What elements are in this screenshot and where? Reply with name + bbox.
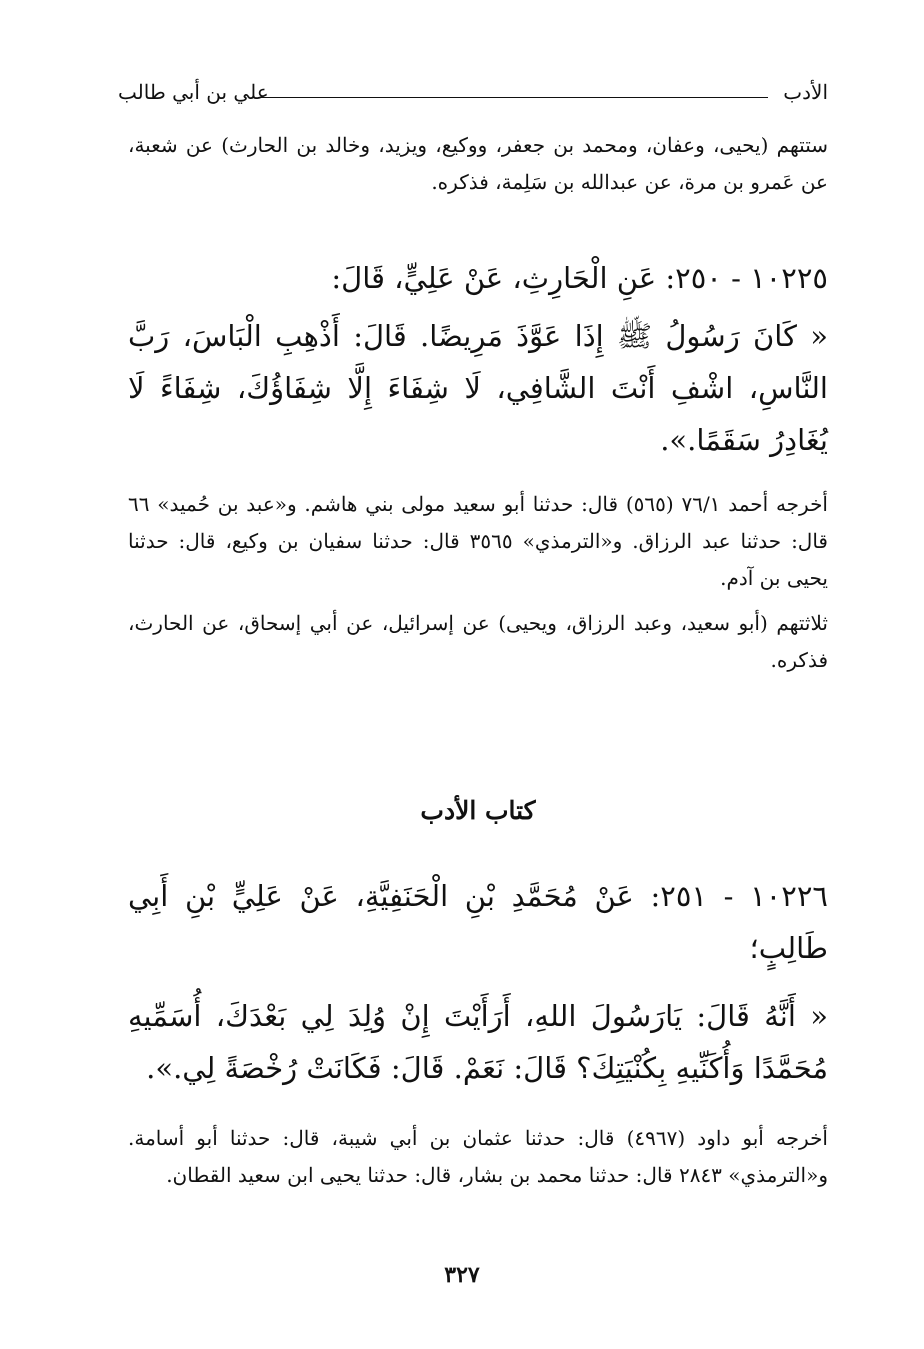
hadith-1-source-paragraph: أخرجه أحمد ٧٦/١ (٥٦٥) قال: حدثنا أبو سعيد مولى بني هاشم. و«عبد بن حُميد» ٦٦ قال: حدثنا عبد الرزاق. و«الترمذي» ٣٥٦٥ قال: حدثنا سفيان بن وكيع، قال: حدثنا يحيى بن آدم. <box>128 492 828 590</box>
hadith-2-text: « أَنَّهُ قَالَ: يَارَسُولَ اللهِ، أَرَأَيْتَ إِنْ وُلِدَ لِي بَعْدَكَ، أُسَمِّيهِ مُحَمَّدًا وَأُكَنِّيهِ بِكُنْيَتِكَ؟ قَالَ: نَعَمْ. قَالَ: فَكَانَتْ رُخْصَةً لِي.». <box>128 999 828 1085</box>
hadith-2-source: أخرجه أبو داود (٤٩٦٧) قال: حدثنا عثمان بن أبي شيبة، قال: حدثنا أبو أسامة. و«الترمذي» ٢٨٤٣ قال: حدثنا محمد بن بشار، قال: حدثنا يحيى ابن سعيد القطان. <box>128 1126 828 1187</box>
hadith-1-sources <box>128 486 828 679</box>
page-number: ٣٢٧ <box>444 1262 480 1288</box>
header-chapter-title: الأدب <box>783 80 828 104</box>
hadith-1-source-paragraph: ثلاثتهم (أبو سعيد، وعبد الرزاق، ويحيى) عن إسرائيل، عن أبي إسحاق، عن الحارث، فذكره. <box>128 611 828 672</box>
book-section-title: كتاب الأدب <box>420 796 536 825</box>
hadith-2-heading: ١٠٢٢٦ - ٢٥١: عَنْ مُحَمَّدِ بْنِ الْحَنَفِيَّةِ، عَنْ عَلِيٍّ بْنِ أَبِي طَالِبٍ؛ <box>128 879 828 965</box>
hadith-1-heading: ١٠٢٢٥ - ٢٥٠: عَنِ الْحَارِثِ، عَنْ عَلِيٍّ، قَالَ: <box>331 261 828 295</box>
hadith-1-text: « كَانَ رَسُولُ ﷺ إِذَا عَوَّذَ مَرِيضًا. قَالَ: أَذْهِبِ الْبَاسَ، رَبَّ النَّاسِ، اشْفِ أَنْتَ الشَّافِي، لَا شِفَاءَ إِلَّا شِفَاؤُكَ، شِفَاءً لَا يُغَادِرُ سَقَمًا.». <box>128 319 828 457</box>
opening-note: ستتهم (يحيى، وعفان، ومحمد بن جعفر، ووكيع، ويزيد، وخالد بن الحارث) عن شعبة، عن عَمرو بن مرة، عن عبدالله بن سَلِمة، فذكره. <box>128 133 828 194</box>
header-book-title: علي بن أبي طالب <box>118 80 269 104</box>
running-header <box>118 80 828 110</box>
header-rule <box>258 97 768 98</box>
